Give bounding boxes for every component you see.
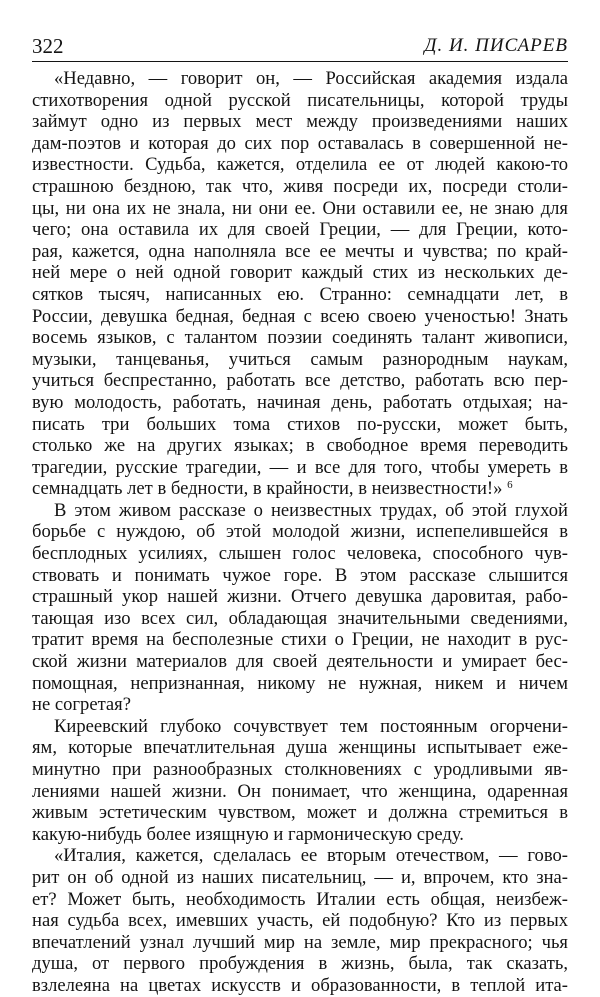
line-text: стихотворения одной русской писательницы, которой труды (32, 89, 568, 111)
line-text: семнадцать лет в бедности, в крайности, в неизвестности!» (32, 478, 503, 500)
text-line (32, 781, 568, 803)
text-line (32, 629, 568, 651)
line-text: цы, ни она их не знала, ни они ее. Они оставили ее, не знаю для (32, 197, 568, 219)
line-text: тратит время на бесполезные стихи о Греции, не находит в рус- (32, 629, 568, 651)
line-text: ная судьба всех, имевших участь, ей подобную? Кто из первых (32, 910, 568, 932)
text-line (32, 543, 568, 565)
text-line (32, 241, 568, 263)
line-text: Киреевский глубоко сочувствует тем постоянным огорчени- (54, 715, 568, 737)
text-line (32, 176, 568, 198)
text-line (32, 478, 568, 500)
text-line (32, 306, 568, 328)
line-text: ет? Может быть, необходимость Италии есть общая, неизбеж- (32, 888, 568, 910)
line-text: ской жизни материалов для своей деятельности и умирает бес- (32, 651, 568, 673)
line-text: взлелеяна на цветах искусств и образованности, в теплой ита- (32, 974, 568, 996)
line-text: В этом живом рассказе о неизвестных трудах, об этой глухой (54, 499, 568, 521)
line-text: живым эстетическим чувством, может и должна стремиться в (32, 802, 568, 824)
text-line (32, 694, 568, 716)
line-text: тающая изо всех сил, обладающая значительными сведениями, (32, 607, 568, 629)
line-text: писать три больших тома стихов по-русски, может быть, (32, 413, 568, 435)
line-text: займут одно из первых мест между произведениями наших (32, 111, 568, 133)
paragraph (32, 68, 568, 500)
text-line (32, 457, 568, 479)
page-header (32, 34, 568, 60)
text-line (32, 90, 568, 112)
text-line (32, 953, 568, 975)
line-text: «Недавно, — говорит он, — Российская академия издала (54, 68, 568, 89)
text-line (32, 975, 568, 997)
text-line (32, 219, 568, 241)
line-text: впечатлений узнал лучший мир на земле, мир прекрасного; чья (32, 931, 568, 953)
line-text: какую-нибудь более изящную и гармоническую среду. (32, 823, 464, 845)
text-line (32, 500, 568, 522)
page-number: 322 (32, 34, 64, 58)
text-line (32, 154, 568, 176)
line-text: учиться беспрестанно, работать все детство, работать всю пер- (32, 370, 568, 392)
text-line (32, 565, 568, 587)
line-text: «Италия, кажется, сделалась ее вторым отечеством, — гово- (54, 845, 568, 867)
line-text: рит он об одной из наших писательниц, — и, впрочем, кто зна- (32, 866, 568, 888)
text-line (32, 651, 568, 673)
text-line (32, 845, 568, 867)
line-text: помощная, непризнанная, никому не нужная, никем и ничем (32, 672, 568, 694)
text-line (32, 133, 568, 155)
text-line (32, 414, 568, 436)
text-line (32, 521, 568, 543)
text-line (32, 392, 568, 414)
text-line (32, 759, 568, 781)
text-line (32, 349, 568, 371)
text-line (32, 198, 568, 220)
running-title: Д. И. ПИСАРЕВ (424, 35, 568, 56)
text-line (32, 889, 568, 911)
line-text: минутно при разнообразных столкновениях с уродливыми яв- (32, 759, 568, 780)
text-line (32, 435, 568, 457)
body-text (32, 68, 568, 997)
text-line (32, 932, 568, 954)
line-text: вую молодость, работать, начиная день, работать отдыхая; на- (32, 391, 568, 413)
text-line (32, 802, 568, 824)
text-line (32, 327, 568, 349)
text-line (32, 586, 568, 608)
line-text: не согретая? (32, 694, 131, 716)
line-text: музыки, танцеванья, учиться самым разнородным наукам, (32, 348, 568, 370)
text-line (32, 673, 568, 695)
text-line (32, 284, 568, 306)
text-line (32, 737, 568, 759)
text-line (32, 716, 568, 738)
text-line (32, 262, 568, 284)
footnote-marker: 6 (507, 479, 513, 492)
line-text: борьбе с нуждою, об этой молодой жизни, испепелившейся в (32, 521, 568, 543)
text-line (32, 867, 568, 889)
line-text: страшный укор нашей жизни. Отчего девушка даровитая, рабо- (32, 586, 568, 608)
text-line (32, 370, 568, 392)
line-text: лениями нашей жизни. Он понимает, что женщина, одаренная (32, 780, 568, 802)
paragraph (32, 500, 568, 716)
text-line (32, 68, 568, 90)
text-line (32, 111, 568, 133)
line-text: душа, от первого пробуждения в жизнь, была, так сказать, (32, 953, 568, 975)
line-text: страшною бездною, так что, живя посреди их, посреди столи- (32, 175, 568, 197)
line-text: рая, кажется, одна наполняла все ее мечты и чувства; по край- (32, 240, 568, 262)
paragraph (32, 845, 568, 996)
line-text: дам-поэтов и которая до сих пор оставалась в совершенной не- (32, 132, 568, 154)
paragraph (32, 716, 568, 846)
text-line (32, 910, 568, 932)
line-text: столько же на других языках; в свободное время переводить (32, 435, 568, 457)
line-text: ней мере о ней одной говорит каждый стих из нескольких де- (32, 262, 568, 284)
line-text: восемь языков, с талантом поэзии соединять талант живописи, (32, 327, 568, 349)
line-text: чего; она оставила их для своей Греции, — для Греции, кото- (32, 219, 568, 241)
line-text: трагедии, русские трагедии, — и все для того, чтобы умереть в (32, 456, 568, 478)
line-text: России, девушка бедная, бедная с всею своею ученостью! Знать (32, 305, 568, 327)
header-rule (32, 61, 568, 62)
line-text: бесплодных усилиях, слышен голос человека, способного чув- (32, 543, 568, 565)
line-text: ям, которые впечатлительная душа женщины испытывает еже- (32, 737, 568, 759)
line-text: сятков тысяч, написанных ею. Странно: семнадцати лет, в (32, 283, 568, 305)
line-text: ствовать и понимать чужое горе. В этом рассказе слышится (32, 564, 568, 586)
book-page (32, 0, 568, 996)
text-line (32, 608, 568, 630)
text-line (32, 824, 568, 846)
line-text: известности. Судьба, кажется, отделила ее от людей какою-то (32, 154, 568, 176)
